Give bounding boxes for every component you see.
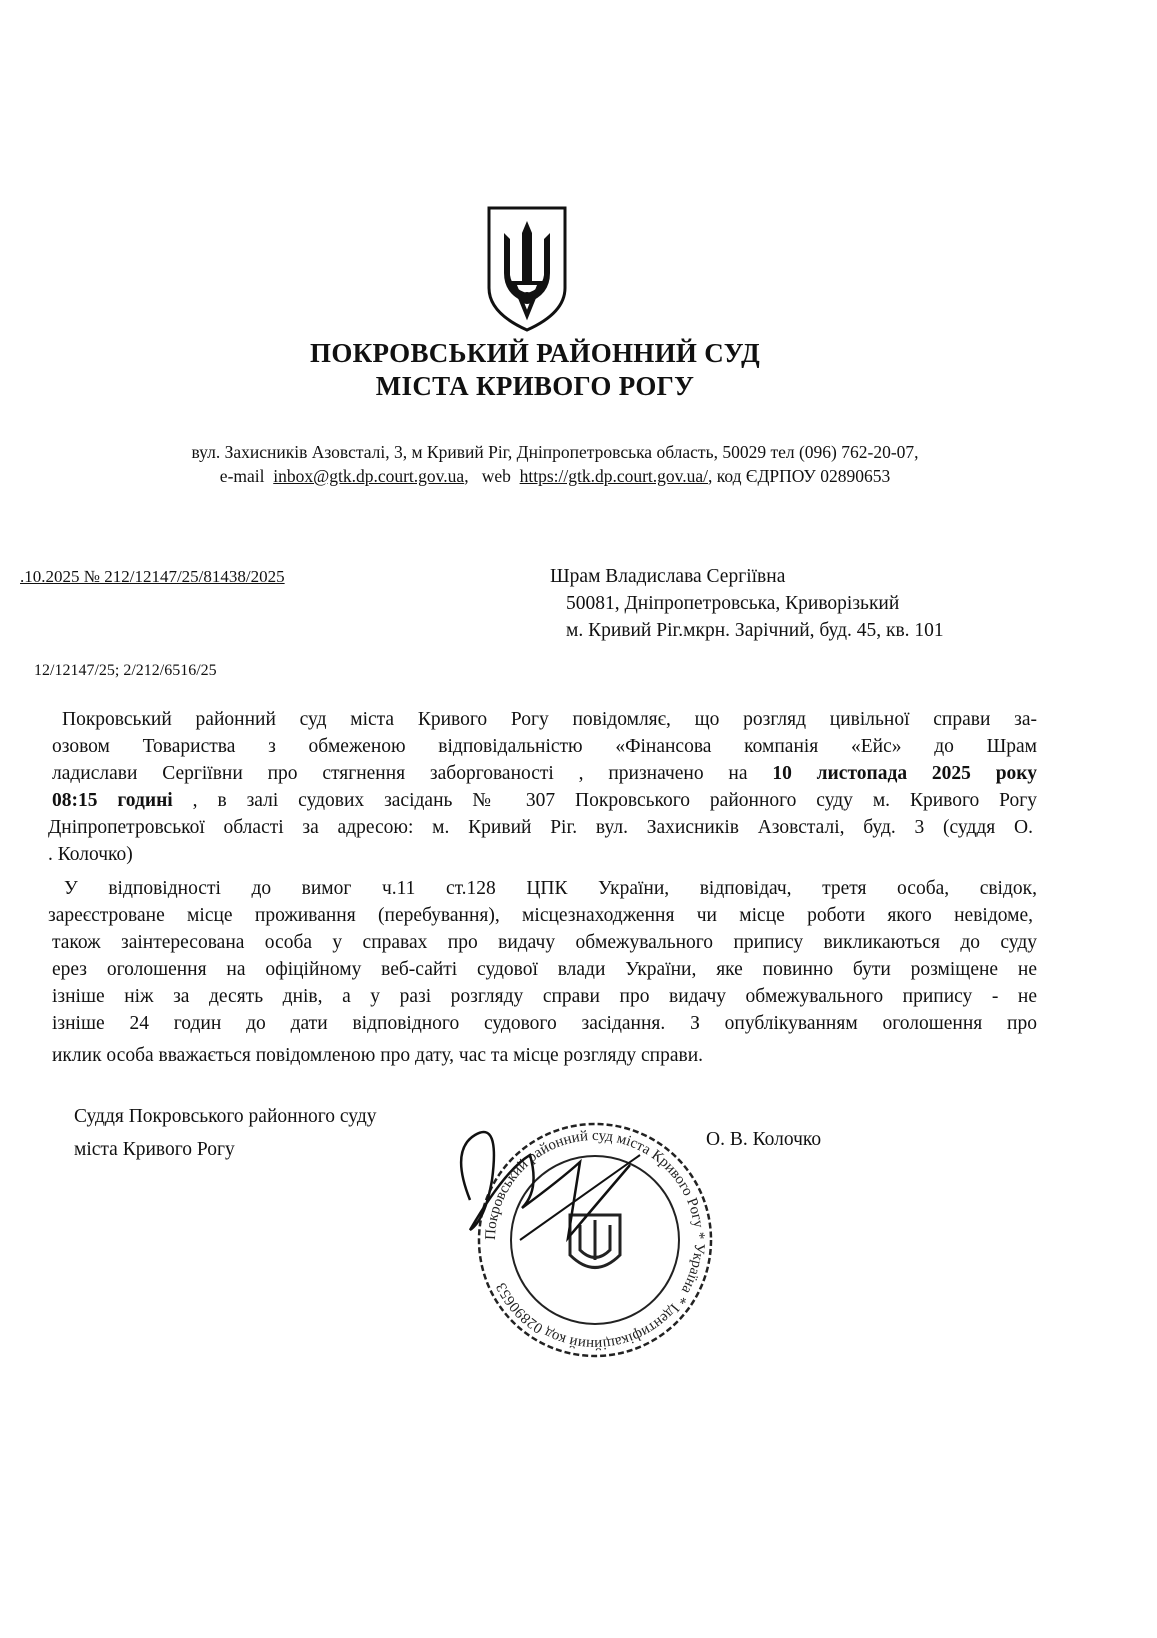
court-name-line2: МІСТА КРИВОГО РОГУ — [375, 371, 695, 401]
web-label: web — [481, 466, 511, 486]
body-line: ізніше 24 годин до дати відповідного судового засідання. З опублікуванням оголошення про — [52, 1013, 1037, 1034]
case-numbers: 12/12147/25; 2/212/6516/25 — [34, 662, 217, 679]
body-line: У відповідності до вимог ч.11 ст.128 ЦПК України, відповідач, третя особа, свідок, — [64, 878, 1037, 899]
court-contacts: e-mail inbox@gtk.dp.court.gov.ua, web https://gtk.dp.court.gov.ua/, код ЄДРПОУ 02890653 — [219, 466, 891, 486]
signer-position-line2: міста Кривого Рогу — [74, 1139, 235, 1160]
body-line: Дніпропетровської області за адресою: м. Кривий Ріг. вул. Захисників Азовсталі, буд. 3 (суддя О. — [48, 817, 1033, 838]
signer-name: О. В. Колочко — [706, 1129, 822, 1150]
court-address: вул. Захисників Азовсталі, 3, м Кривий Ріг, Дніпропетровська область, 50029 тел (096) 762-20-07, — [191, 442, 919, 462]
body-line: також заінтересована особа у справах про видачу обмежувального припису викликаються до суду — [52, 932, 1037, 953]
web-link[interactable]: https://gtk.dp.court.gov.ua/ — [519, 466, 709, 486]
recipient-name: Шрам Владислава Сергіївна — [550, 566, 786, 587]
recipient-address-line2: м. Кривий Ріг.мкрн. Зарічний, буд. 45, кв. 101 — [566, 620, 944, 641]
body-line: ізніше ніж за десять днів, а у разі розгляду справи про видачу обмежувального припису - не — [52, 986, 1037, 1007]
body-line: озовом Товариства з обмеженою відповідальністю «Фінансова компанія «Ейс» до Шрам — [52, 736, 1037, 757]
body-line: . Колочко) — [48, 844, 133, 865]
body-line — [52, 790, 1037, 814]
coat-of-arms-emblem — [484, 203, 570, 338]
hearing-time: 08:15 годині — [52, 790, 173, 811]
email-label: e-mail — [219, 466, 265, 486]
outgoing-number: .10.2025 № 212/12147/25/81438/2025 — [20, 567, 285, 586]
court-stamp — [430, 1090, 760, 1395]
body-line: Покровський районний суд міста Кривого Рогу повідомляє, що розгляд цивільної справи за- — [62, 709, 1037, 730]
body-text: , в залі судових засідань № 307 Покровського районного суду м. Кривого Рогу — [172, 790, 1037, 811]
signer-position-line1: Суддя Покровського районного суду — [74, 1106, 377, 1127]
recipient-address-line1: 50081, Дніпропетровська, Криворізький — [566, 593, 900, 614]
edrpou-code: , код ЄДРПОУ 02890653 — [708, 466, 891, 486]
body-line: иклик особа вважається повідомленою про дату, час та місце розгляду справи. — [52, 1045, 704, 1066]
hearing-date: 10 листопада 2025 року — [772, 763, 1037, 784]
body-text: ладислави Сергіївни про стягнення заборгованості , призначено на — [52, 763, 748, 784]
body-line — [52, 763, 1037, 787]
body-line: ерез оголошення на офіційному веб-сайті судової влади України, яке повинно бути розміщене не — [52, 959, 1037, 980]
email-link[interactable]: inbox@gtk.dp.court.gov.ua — [273, 466, 465, 486]
court-name-line1: ПОКРОВСЬКИЙ РАЙОННИЙ СУД — [310, 338, 760, 368]
body-line: зареєстроване місце проживання (перебування), місцезнаходження чи місце роботи якого невідоме, — [48, 905, 1033, 926]
stamp-text: Покровський районний суд міста Кривого Рогу * Україна * Ідентифікаційний код 02890653 — [482, 1127, 708, 1353]
